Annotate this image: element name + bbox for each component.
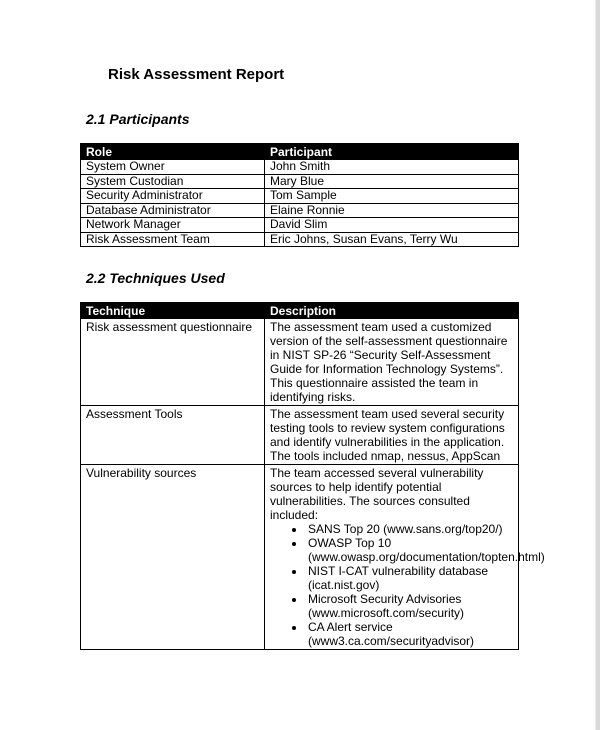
table-row [81,232,519,247]
table-row [81,203,519,218]
column-header-description: Description [265,303,519,319]
table-row [81,160,519,175]
document-title: Risk Assessment Report [108,66,285,83]
table-row [81,319,519,406]
participant-cell: Eric Johns, Susan Evans, Terry Wu [265,232,519,247]
techniques-heading: 2.2 Techniques Used [86,270,225,286]
column-header-technique: Technique [81,303,265,319]
role-cell: Risk Assessment Team [81,232,265,247]
page-edge [596,0,600,730]
participant-cell: Mary Blue [265,174,519,189]
vulnerability-sources-list [270,522,545,648]
techniques-table [80,302,545,650]
table-row [81,218,519,233]
description-cell [265,465,545,650]
participant-cell: John Smith [265,160,519,175]
technique-cell: Assessment Tools [81,406,265,465]
participant-cell: David Slim [265,218,519,233]
list-item: • NIST I-CAT vulnerability database (icat.nist.gov) [306,564,513,592]
participants-table [80,143,519,247]
description-cell: The assessment team used a customized version of the self-assessment questionnaire in NIST SP-26 “Security Self-Assessment Guide for Information Technology Systems”. This questionnaire assisted the team in identifying risks. [265,319,519,406]
role-cell: Network Manager [81,218,265,233]
technique-cell: Vulnerability sources [81,465,265,650]
table-row [81,189,519,204]
table-row [81,465,519,650]
column-header-participant: Participant [265,144,519,160]
role-cell: Security Administrator [81,189,265,204]
role-cell: System Custodian [81,174,265,189]
participant-cell: Elaine Ronnie [265,203,519,218]
participants-heading: 2.1 Participants [86,111,190,127]
column-header-role: Role [81,144,265,160]
techniques-header-row [81,303,519,319]
table-row [81,174,519,189]
list-item: • SANS Top 20 (www.sans.org/top20/) [306,522,513,536]
list-item: • OWASP Top 10 (www.owasp.org/documentation/topten.html) [306,536,513,564]
table-row [81,406,519,465]
list-item: • CA Alert service (www3.ca.com/securityadvisor) [306,620,513,648]
description-text: The team accessed several vulnerability sources to help identify potential vulnerabilities. The sources consulted included: [270,466,484,522]
technique-cell: Risk assessment questionnaire [81,319,265,406]
participants-header-row [81,144,519,160]
role-cell: System Owner [81,160,265,175]
participant-cell: Tom Sample [265,189,519,204]
role-cell: Database Administrator [81,203,265,218]
list-item: • Microsoft Security Advisories (www.microsoft.com/security) [306,592,513,620]
description-cell: The assessment team used several security testing tools to review system configurations and identify vulnerabilities in the application. The tools included nmap, nessus, AppScan [265,406,519,465]
